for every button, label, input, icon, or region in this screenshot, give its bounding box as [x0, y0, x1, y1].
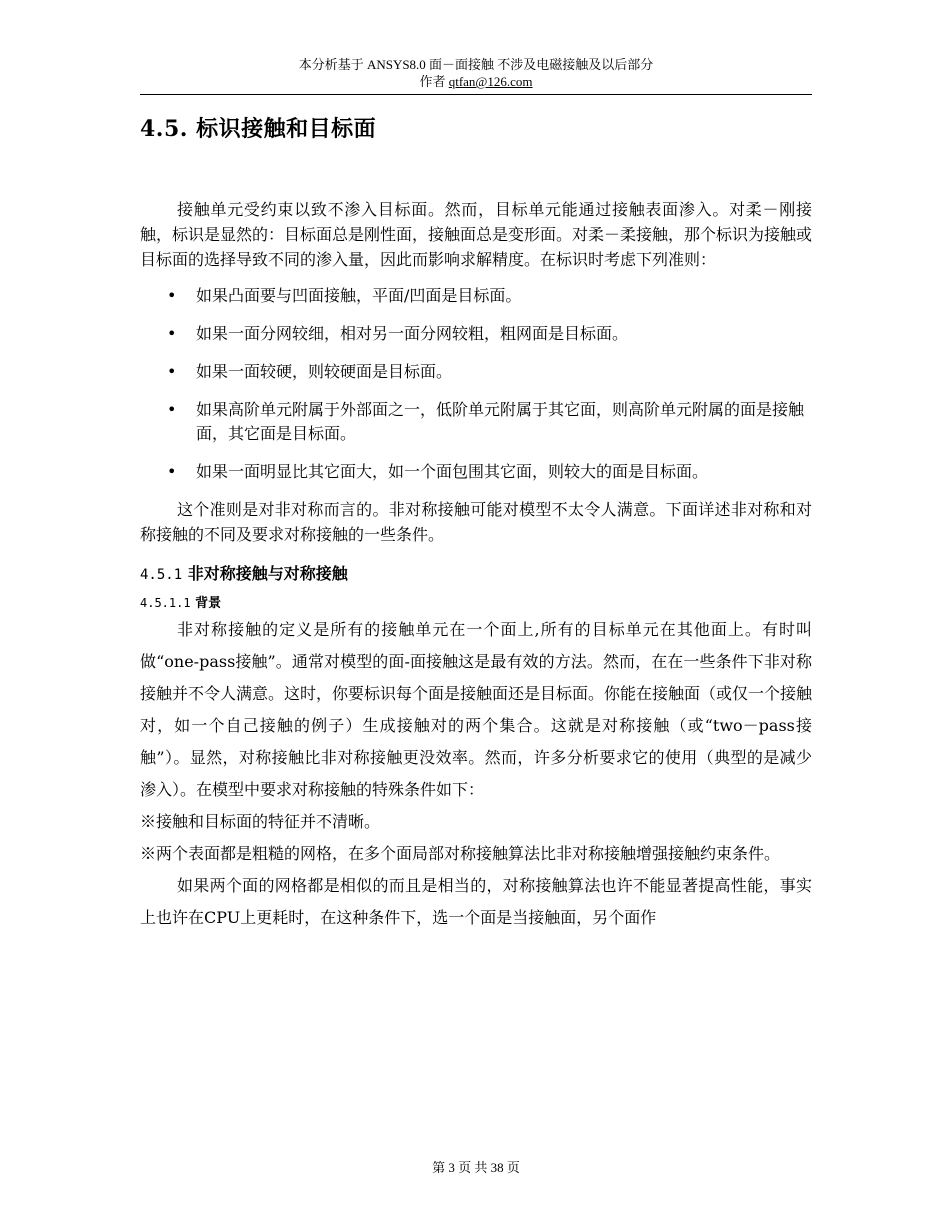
- subsubsection-title: 背景: [195, 596, 222, 611]
- background-paragraph-2: 如果两个面的网格都是相似的而且是相当的，对称接触算法也许不能显著提高性能，事实上也许在CPU上更耗时，在这种条件下，选一个面是当接触面，另个面作: [140, 876, 812, 927]
- header-title-line: 本分析基于 ANSYS8.0 面－面接触 不涉及电磁接触及以后部分: [298, 57, 654, 72]
- bullet-icon: •: [167, 462, 177, 481]
- bullet-icon: •: [167, 400, 177, 419]
- list-item: [140, 284, 812, 308]
- page-content: [140, 112, 812, 934]
- bullet-icon: •: [167, 286, 177, 305]
- list-item-text: 如果一面较硬，则较硬面是目标面。: [196, 362, 453, 381]
- criteria-list: [140, 284, 812, 484]
- author-prefix: 作者: [419, 74, 449, 89]
- background-note-2: ※两个表面都是粗糙的网格，在多个面局部对称接触算法比非对称接触增强接触约束条件。: [140, 844, 781, 863]
- list-item: [140, 360, 812, 384]
- page-header: [140, 56, 812, 90]
- background-note-1: ※接触和目标面的特征并不清晰。: [140, 812, 381, 831]
- header-rule: [140, 94, 812, 95]
- subsection-heading: [140, 561, 812, 588]
- subsubsection-number: 4.5.1.1: [140, 596, 191, 610]
- subsection-title: 非对称接触与对称接触: [187, 564, 348, 583]
- section-title: 4.5. 标识接触和目标面: [140, 116, 377, 142]
- list-item-text: 如果高阶单元附属于外部面之一，低阶单元附属于其它面，则高阶单元附属的面是接触面，其它面是目标面。: [196, 400, 805, 443]
- list-item: [140, 398, 812, 446]
- subsubsection-heading: [140, 593, 812, 614]
- background-body: [140, 614, 812, 934]
- bullet-icon: •: [167, 324, 177, 343]
- list-item-text: 如果一面明显比其它面大，如一个面包围其它面，则较大的面是目标面。: [196, 462, 709, 481]
- list-item-text: 如果凸面要与凹面接触，平面/凹面是目标面。: [196, 286, 522, 305]
- list-item: [140, 460, 812, 484]
- bullet-icon: •: [167, 362, 177, 381]
- list-item: [140, 322, 812, 346]
- list-item-text: 如果一面分网较细，相对另一面分网较粗，粗网面是目标面。: [196, 324, 629, 343]
- page-footer: 第 3 页 共 38 页: [432, 1160, 520, 1175]
- criteria-note-paragraph: 这个准则是对非对称而言的。非对称接触可能对模型不太令人满意。下面详述非对称和对称接触的不同及要求对称接触的一些条件。: [140, 500, 812, 544]
- intro-paragraph: 接触单元受约束以致不渗入目标面。然而，目标单元能通过接触表面渗入。对柔－刚接触，标识是显然的：目标面总是刚性面，接触面总是变形面。对柔－柔接触，那个标识为接触或目标面的选择导致不同的渗入量，因此而影响求解精度。在标识时考虑下列准则：: [140, 200, 813, 269]
- background-paragraph-1: 非对称接触的定义是所有的接触单元在一个面上,所有的目标单元在其他面上。有时叫做“one-pass接触”。通常对模型的面-面接触这是最有效的方法。然而，在在一些条件下非对称接触并不令人满意。这时，你要标识每个面是接触面还是目标面。你能在接触面（或仅一个接触对，如一个自己接触的例子）生成接触对的两个集合。这就是对称接触（或“two－pass接触”）。显然，对称接触比非对称接触更没效率。然而，许多分析要求它的使用（典型的是减少渗入）。在模型中要求对称接触的特殊条件如下：: [140, 620, 813, 799]
- subsection-number: 4.5.1: [140, 567, 183, 583]
- author-email-link[interactable]: qtfan@126.com: [448, 74, 533, 89]
- header-author-line: [140, 73, 812, 90]
